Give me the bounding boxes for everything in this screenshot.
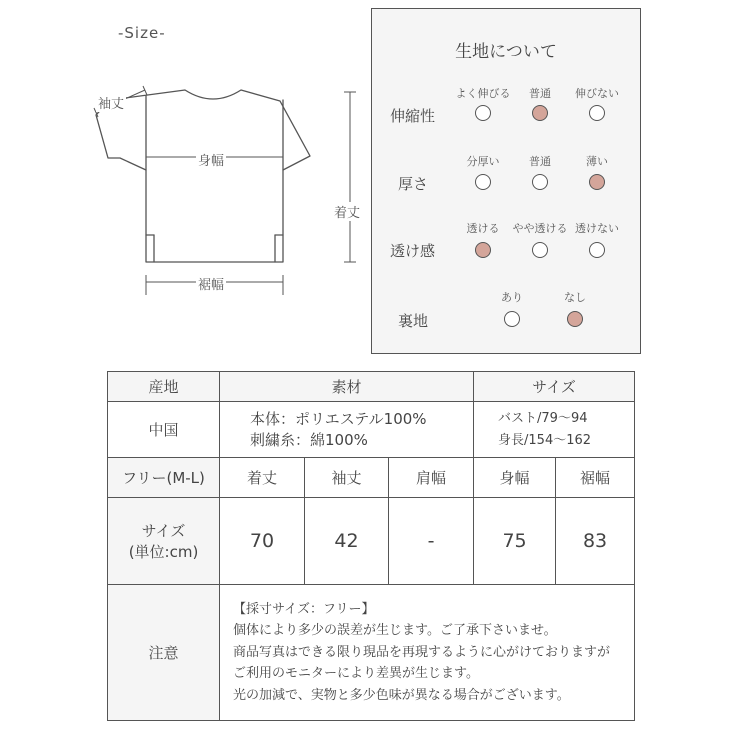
measure-value: 70 xyxy=(220,498,305,585)
lining-label: 裏地 xyxy=(398,312,429,330)
option-label: なし xyxy=(564,291,586,304)
measure-header: 肩幅 xyxy=(389,458,474,498)
hem-width-label: 裾幅 xyxy=(196,274,226,293)
spec-table xyxy=(107,371,635,721)
option-circle-selected xyxy=(532,105,548,121)
option-label: あり xyxy=(501,291,523,304)
garment-diagram xyxy=(0,0,370,330)
size-info-line: バスト/79～94 xyxy=(498,410,588,426)
fabric-title: 生地について xyxy=(455,42,557,62)
material-header: 素材 xyxy=(220,372,474,402)
size-info-value xyxy=(474,402,635,458)
size-header: サイズ xyxy=(474,372,635,402)
origin-value: 中国 xyxy=(108,402,220,458)
transparency-label: 透け感 xyxy=(390,242,436,260)
fabric-panel xyxy=(371,8,641,354)
measure-header: 身幅 xyxy=(474,458,556,498)
sleeve-length-label: 袖丈 xyxy=(96,93,126,112)
measure-value: 75 xyxy=(474,498,556,585)
thickness-label: 厚さ xyxy=(398,175,429,193)
option-circle xyxy=(532,242,548,258)
option-label: 分厚い xyxy=(466,155,500,168)
option-circle xyxy=(504,311,520,327)
option-label: 透けない xyxy=(575,222,619,235)
option-label: 伸びない xyxy=(575,87,619,100)
measure-header: 裾幅 xyxy=(556,458,635,498)
measure-value: 42 xyxy=(305,498,389,585)
unit-label-line: (単位:cm) xyxy=(128,543,199,561)
note-line: ご利用のモニターにより差異が生じます。 xyxy=(233,666,479,682)
option-circle xyxy=(475,105,491,121)
note-line: 商品写真はできる限り現品を再現するように心がけておりますが xyxy=(233,644,611,660)
measure-value: - xyxy=(389,498,474,585)
note-line: 【採寸サイズ：フリー】 xyxy=(233,601,375,617)
option-circle-selected xyxy=(589,174,605,190)
option-circle xyxy=(475,174,491,190)
measure-header: 袖丈 xyxy=(305,458,389,498)
option-label: よく伸びる xyxy=(455,87,511,100)
option-label: 透ける xyxy=(466,222,500,235)
unit-label-line: サイズ xyxy=(141,522,186,540)
option-label: 薄い xyxy=(586,155,608,168)
option-label: 普通 xyxy=(529,155,551,168)
body-width-label: 身幅 xyxy=(196,150,226,169)
measure-header: 着丈 xyxy=(220,458,305,498)
option-circle xyxy=(532,174,548,190)
option-label: 普通 xyxy=(529,87,551,100)
option-circle xyxy=(589,242,605,258)
measure-value: 83 xyxy=(556,498,635,585)
length-label: 着丈 xyxy=(332,202,362,221)
option-circle xyxy=(589,105,605,121)
note-line: 個体により多少の誤差が生じます。ご了承下さいませ。 xyxy=(233,623,557,639)
size-label: フリー(M-L) xyxy=(108,458,220,498)
option-circle-selected xyxy=(475,242,491,258)
garment-outline xyxy=(96,90,310,262)
size-title: -Size- xyxy=(118,24,166,42)
option-label: やや透ける xyxy=(512,222,568,235)
material-line: 本体：ポリエステル100% xyxy=(250,409,427,428)
unit-label xyxy=(108,498,220,585)
size-info-line: 身長/154～162 xyxy=(498,432,592,448)
notes xyxy=(220,585,635,721)
material-value xyxy=(220,402,474,458)
note-label: 注意 xyxy=(108,585,220,721)
note-line: 光の加減で、実物と多少色味が異なる場合がございます。 xyxy=(233,687,570,703)
stretch-label: 伸縮性 xyxy=(390,107,436,125)
option-circle-selected xyxy=(567,311,583,327)
origin-header: 産地 xyxy=(108,372,220,402)
material-line: 刺繍糸：綿100% xyxy=(250,430,368,449)
